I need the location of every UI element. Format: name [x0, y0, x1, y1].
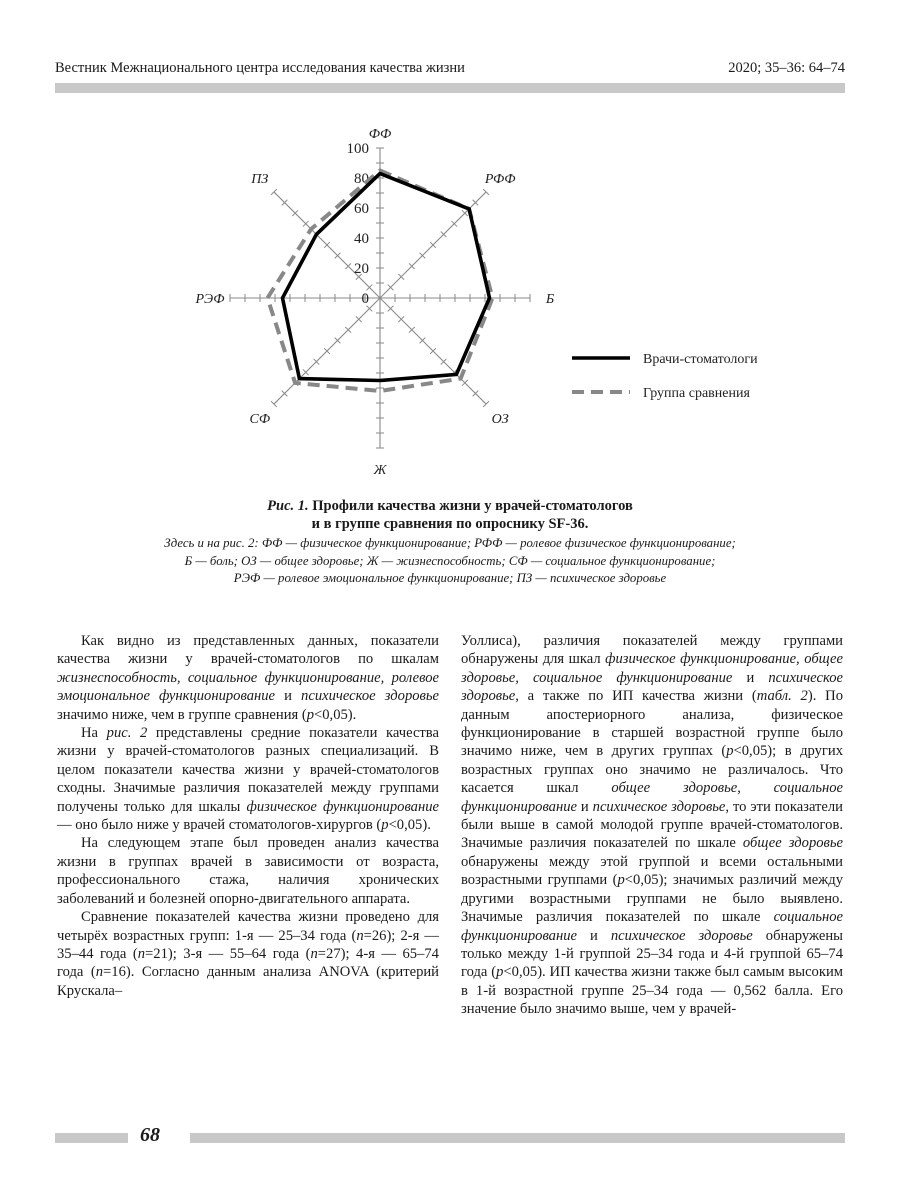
radar-axis-label: РФФ — [484, 171, 516, 187]
radar-chart — [160, 118, 820, 488]
footer-rule-left — [55, 1133, 128, 1143]
radar-axis-label: СФ — [249, 412, 271, 428]
radar-tick-label: 20 — [354, 261, 369, 277]
paragraph: Как видно из представленных данных, показатели качества жизни у врачей-стоматологов по шкалам жизнеспособность, социальное функционирование, ролевое эмоциональное функционирование и психическое здоровье значимо ниже, чем в группе сравнения (p<0,05). — [57, 633, 439, 723]
paragraph: Уоллиса), различия показателей между группами обнаружены для шкал физическое функционирование, общее здоровье, социальное функционирование и психическое здоровье, а также по ИП качества жизни (табл. 2). По данным апостериорного анализа, физическое функционирование в старшей возрастной группе было значимо ниже, чем в других группах (p<0,05); в других возрастных группах оно значимо не различалось. Что касается шкал общее здоровье, социальное функционирование и психическое здоровье, то эти показатели были выше в самой молодой группе врачей-стоматологов. Значимые различия показателей по шкале общее здоровье обнаружены между этой группой и всеми остальными возрастными группами (p<0,05); значимых различий между другими возрастными группами не было выявлено. Значимые различия показателей по шкале социальное функционирование и психическое здоровье обнаружены только между 1-й группой 25–34 года и 4-й группой 65–74 года (p<0,05). ИП качества жизни также был самым высоким в 1-й возрастной группе 25–34 года — 0,562 балла. Его значение было значимо выше, чем у врачей- — [461, 633, 844, 1018]
radar-axis-label: Б — [545, 292, 555, 307]
header-rule — [55, 83, 845, 93]
radar-chart-figure — [160, 118, 820, 488]
legend-label: Врачи-стоматологи — [643, 352, 758, 367]
paragraph: На следующем этапе был проведен анализ качества жизни в группах врачей в зависимости от возраста, профессионального стажа, наличия хронических заболеваний и болезней опорно-двигательного аппарата. — [57, 835, 439, 907]
radar-series-line — [283, 174, 490, 381]
radar-grid — [230, 148, 530, 448]
radar-axis-label: ПЗ — [251, 171, 269, 187]
chart-legend — [572, 352, 758, 401]
right-column — [461, 632, 843, 1019]
radar-tick-label: 100 — [346, 141, 369, 157]
radar-tick-labels — [347, 141, 370, 307]
radar-tick-label: 80 — [354, 171, 369, 187]
legend-label: Группа сравнения — [643, 386, 750, 401]
paragraph: Сравнение показателей качества жизни проведено для четырёх возрастных групп: 1-я — 25–34 года (n=26); 2-я — 35–44 года (n=21); 3-я — 55–64 года (n=27); 4-я — 65–74 года (n=16). Согласно данным анализа ANOVA (критерий Крускала– — [57, 909, 439, 999]
running-header — [55, 60, 845, 82]
radar-axis-label: РЭФ — [195, 292, 225, 307]
radar-axis-label: ФФ — [368, 127, 392, 142]
caption-title — [55, 497, 845, 533]
journal-title: Вестник Межнационального центра исследования качества жизни — [55, 60, 465, 76]
page-number: 68 — [140, 1124, 160, 1146]
radar-tick-label: 60 — [354, 201, 369, 217]
left-column — [57, 632, 439, 1000]
radar-tick-label: 0 — [361, 291, 369, 307]
radar-axis-label: ОЗ — [491, 412, 509, 428]
caption-title-line2: и в группе сравнения по опроснику SF-36. — [311, 516, 589, 532]
paragraph: На рис. 2 представлены средние показатели качества жизни у врачей-стоматологов разных специализаций. В целом показатели качества жизни у врачей-стоматологов сходны. Значимые различия показателей между группами получены только для шкалы физическое функционирование — оно было ниже у врачей стоматологов-хирургов (p<0,05). — [57, 725, 439, 834]
figure-caption — [55, 497, 845, 588]
caption-note-line3: РЭФ — ролевое эмоциональное функционирование; ПЗ — психическое здоровье — [233, 571, 667, 585]
radar-tick-label: 40 — [354, 231, 369, 247]
figure-number: Рис. 1. — [267, 498, 309, 514]
footer-rule-right — [190, 1133, 845, 1143]
radar-axis-label: Ж — [373, 463, 387, 478]
caption-notes — [55, 535, 845, 588]
caption-note-line1: Здесь и на рис. 2: ФФ — физическое функционирование; РФФ — ролевое физическое функционирование; — [164, 536, 736, 550]
caption-title-line1: Профили качества жизни у врачей-стоматологов — [312, 498, 633, 514]
issue-pages: 2020; 35–36: 64–74 — [728, 60, 845, 76]
caption-note-line2: Б — боль; ОЗ — общее здоровье; Ж — жизнеспособность; СФ — социальное функционирование; — [184, 553, 716, 568]
